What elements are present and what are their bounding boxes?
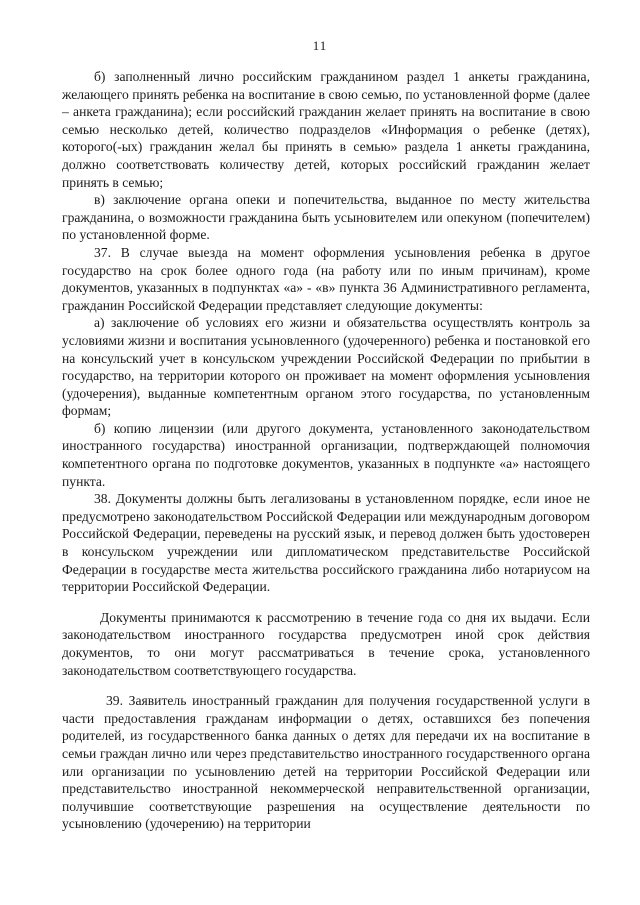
paragraph-38: 38. Документы должны быть легализованы в установленном порядке, если иное не предусмотрено законодательством Российской Федерации или международным договором Российской Федерации, переведены на русский язык, и перевод должен быть удостоверен в консульском учреждении или дипломатическом представительстве Российской Федерации в государстве места жительства российского гражданина либо нотариусом на территории Российской Федерации. (62, 491, 590, 595)
paragraph-37: 37. В случае выезда на момент оформления усыновления ребенка в другое государство на срок более одного года (на работу или по иным причинам), кроме документов, указанных в подпунктах «а» - «в» пункта 36 Административного регламента, гражданин Российской Федерации представляет следующие документы: (62, 244, 590, 313)
paragraph-39: 39. Заявитель иностранный гражданин для получения государственной услуги в части предоставления гражданам информации о детях, оставшихся без попечения родителей, из государственного банка данных о детях для передачи их на воспитание в семьи граждан лично или через представительство иностранного государственного органа или организации по усыновлению детей на территории Российской Федерации или представительство иностранной некоммерческой неправительственной организации, получившие соответствующие разрешения на осуществление деятельности по усыновлению (удочерению) на территории (62, 693, 590, 832)
paragraph-36v: в) заключение органа опеки и попечительства, выданное по месту жительства гражданина, о возможности гражданина быть усыновителем или опекуном (попечителем) по установленной форме. (62, 192, 590, 243)
paragraph-37b: б) копию лицензии (или другого документа, установленного законодательством иностранного государства) иностранной организации, подтверждающей полномочия компетентного органа по подготовке документов, указанных в подпункте «а» настоящего пункта. (62, 420, 590, 489)
paragraph-36b: б) заполненный лично российским гражданином раздел 1 анкеты гражданина, желающего принять ребенка на воспитание в свою семью, по установленной форме (далее – анкета гражданина); если российский гражданин желает принять на воспитание в свою семью несколько детей, количество подразделов «Информация о ребенке (детях), которого(-ых) гражданин желал бы принять в семью» раздела 1 анкеты гражданина, должно соответствовать количеству детей, которых российский гражданин желает принять в семью; (62, 69, 590, 190)
page-number: 11 (312, 38, 328, 53)
paragraph-38-validity: Документы принимаются к рассмотрению в течение года со дня их выдачи. Если законодательством иностранного государства предусмотрен иной срок действия документов, то они могут рассматриваться в течение срока, установленного законодательством соответствующего государства. (62, 609, 590, 678)
paragraph-37a: а) заключение об условиях его жизни и обязательства осуществлять контроль за условиями жизни и воспитания усыновленного (удочеренного) ребенка и постановкой его на консульский учет в консульском учреждении Российской Федерации по прибытии в государство, на территории которого он проживает на момент оформления усыновления (удочерения), выданные компетентным органом этого государства, по установленным формам; (62, 315, 590, 419)
document-body (62, 68, 590, 833)
